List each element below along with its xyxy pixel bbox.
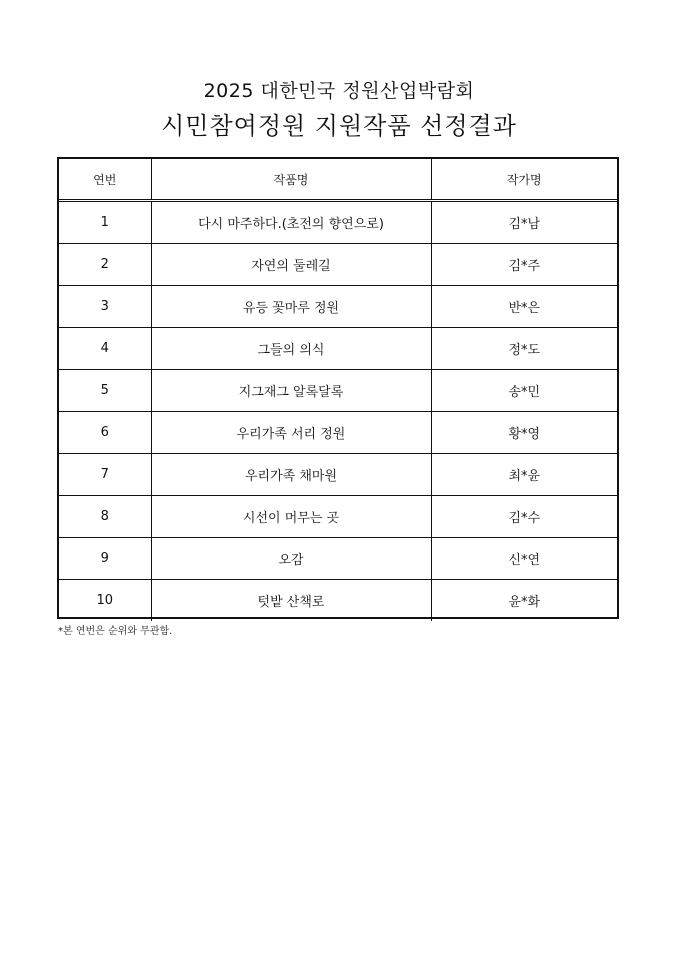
table-header-row — [59, 159, 617, 201]
cell-author: 최*윤 — [431, 454, 617, 496]
cell-number: 4 — [59, 328, 151, 370]
table-row — [59, 454, 617, 496]
cell-author: 김*수 — [431, 496, 617, 538]
cell-author: 반*은 — [431, 286, 617, 328]
cell-number: 6 — [59, 412, 151, 454]
cell-author: 황*영 — [431, 412, 617, 454]
document-title: 시민참여정원 지원작품 선정결과 — [161, 112, 517, 140]
table-row — [59, 370, 617, 412]
column-header-author: 작가명 — [431, 159, 617, 201]
cell-work-title: 우리가족 서리 정원 — [151, 412, 431, 454]
table-row — [59, 496, 617, 538]
cell-number: 7 — [59, 454, 151, 496]
cell-work-title: 유등 꽃마루 정원 — [151, 286, 431, 328]
cell-work-title: 우리가족 채마원 — [151, 454, 431, 496]
table-row — [59, 244, 617, 286]
cell-work-title: 자연의 둘레길 — [151, 244, 431, 286]
results-table-frame — [57, 157, 619, 619]
cell-work-title: 다시 마주하다.(초전의 향연으로) — [151, 201, 431, 244]
table-row — [59, 328, 617, 370]
cell-work-title: 시선이 머무는 곳 — [151, 496, 431, 538]
cell-number: 5 — [59, 370, 151, 412]
cell-work-title: 오감 — [151, 538, 431, 580]
cell-author: 송*민 — [431, 370, 617, 412]
footnote: *본 연번은 순위와 무관함. — [58, 626, 173, 637]
cell-author: 김*남 — [431, 201, 617, 244]
cell-author: 신*연 — [431, 538, 617, 580]
results-table — [59, 159, 617, 621]
cell-work-title: 그들의 의식 — [151, 328, 431, 370]
cell-work-title: 지그재그 알록달록 — [151, 370, 431, 412]
table-row — [59, 286, 617, 328]
cell-work-title: 텃밭 산책로 — [151, 580, 431, 622]
cell-number: 8 — [59, 496, 151, 538]
column-header-work-title: 작품명 — [151, 159, 431, 201]
table-row — [59, 412, 617, 454]
cell-number: 1 — [59, 201, 151, 244]
table-row — [59, 201, 617, 244]
table-row — [59, 538, 617, 580]
column-header-number: 연번 — [59, 159, 151, 201]
cell-author: 김*주 — [431, 244, 617, 286]
cell-number: 10 — [96, 593, 114, 608]
cell-number: 3 — [59, 286, 151, 328]
cell-number: 2 — [59, 244, 151, 286]
table-row — [59, 580, 617, 622]
document-supertitle: 2025 대한민국 정원산업박람회 — [203, 80, 475, 102]
cell-number: 9 — [59, 538, 151, 580]
cell-author: 윤*화 — [431, 580, 617, 622]
cell-author: 정*도 — [431, 328, 617, 370]
